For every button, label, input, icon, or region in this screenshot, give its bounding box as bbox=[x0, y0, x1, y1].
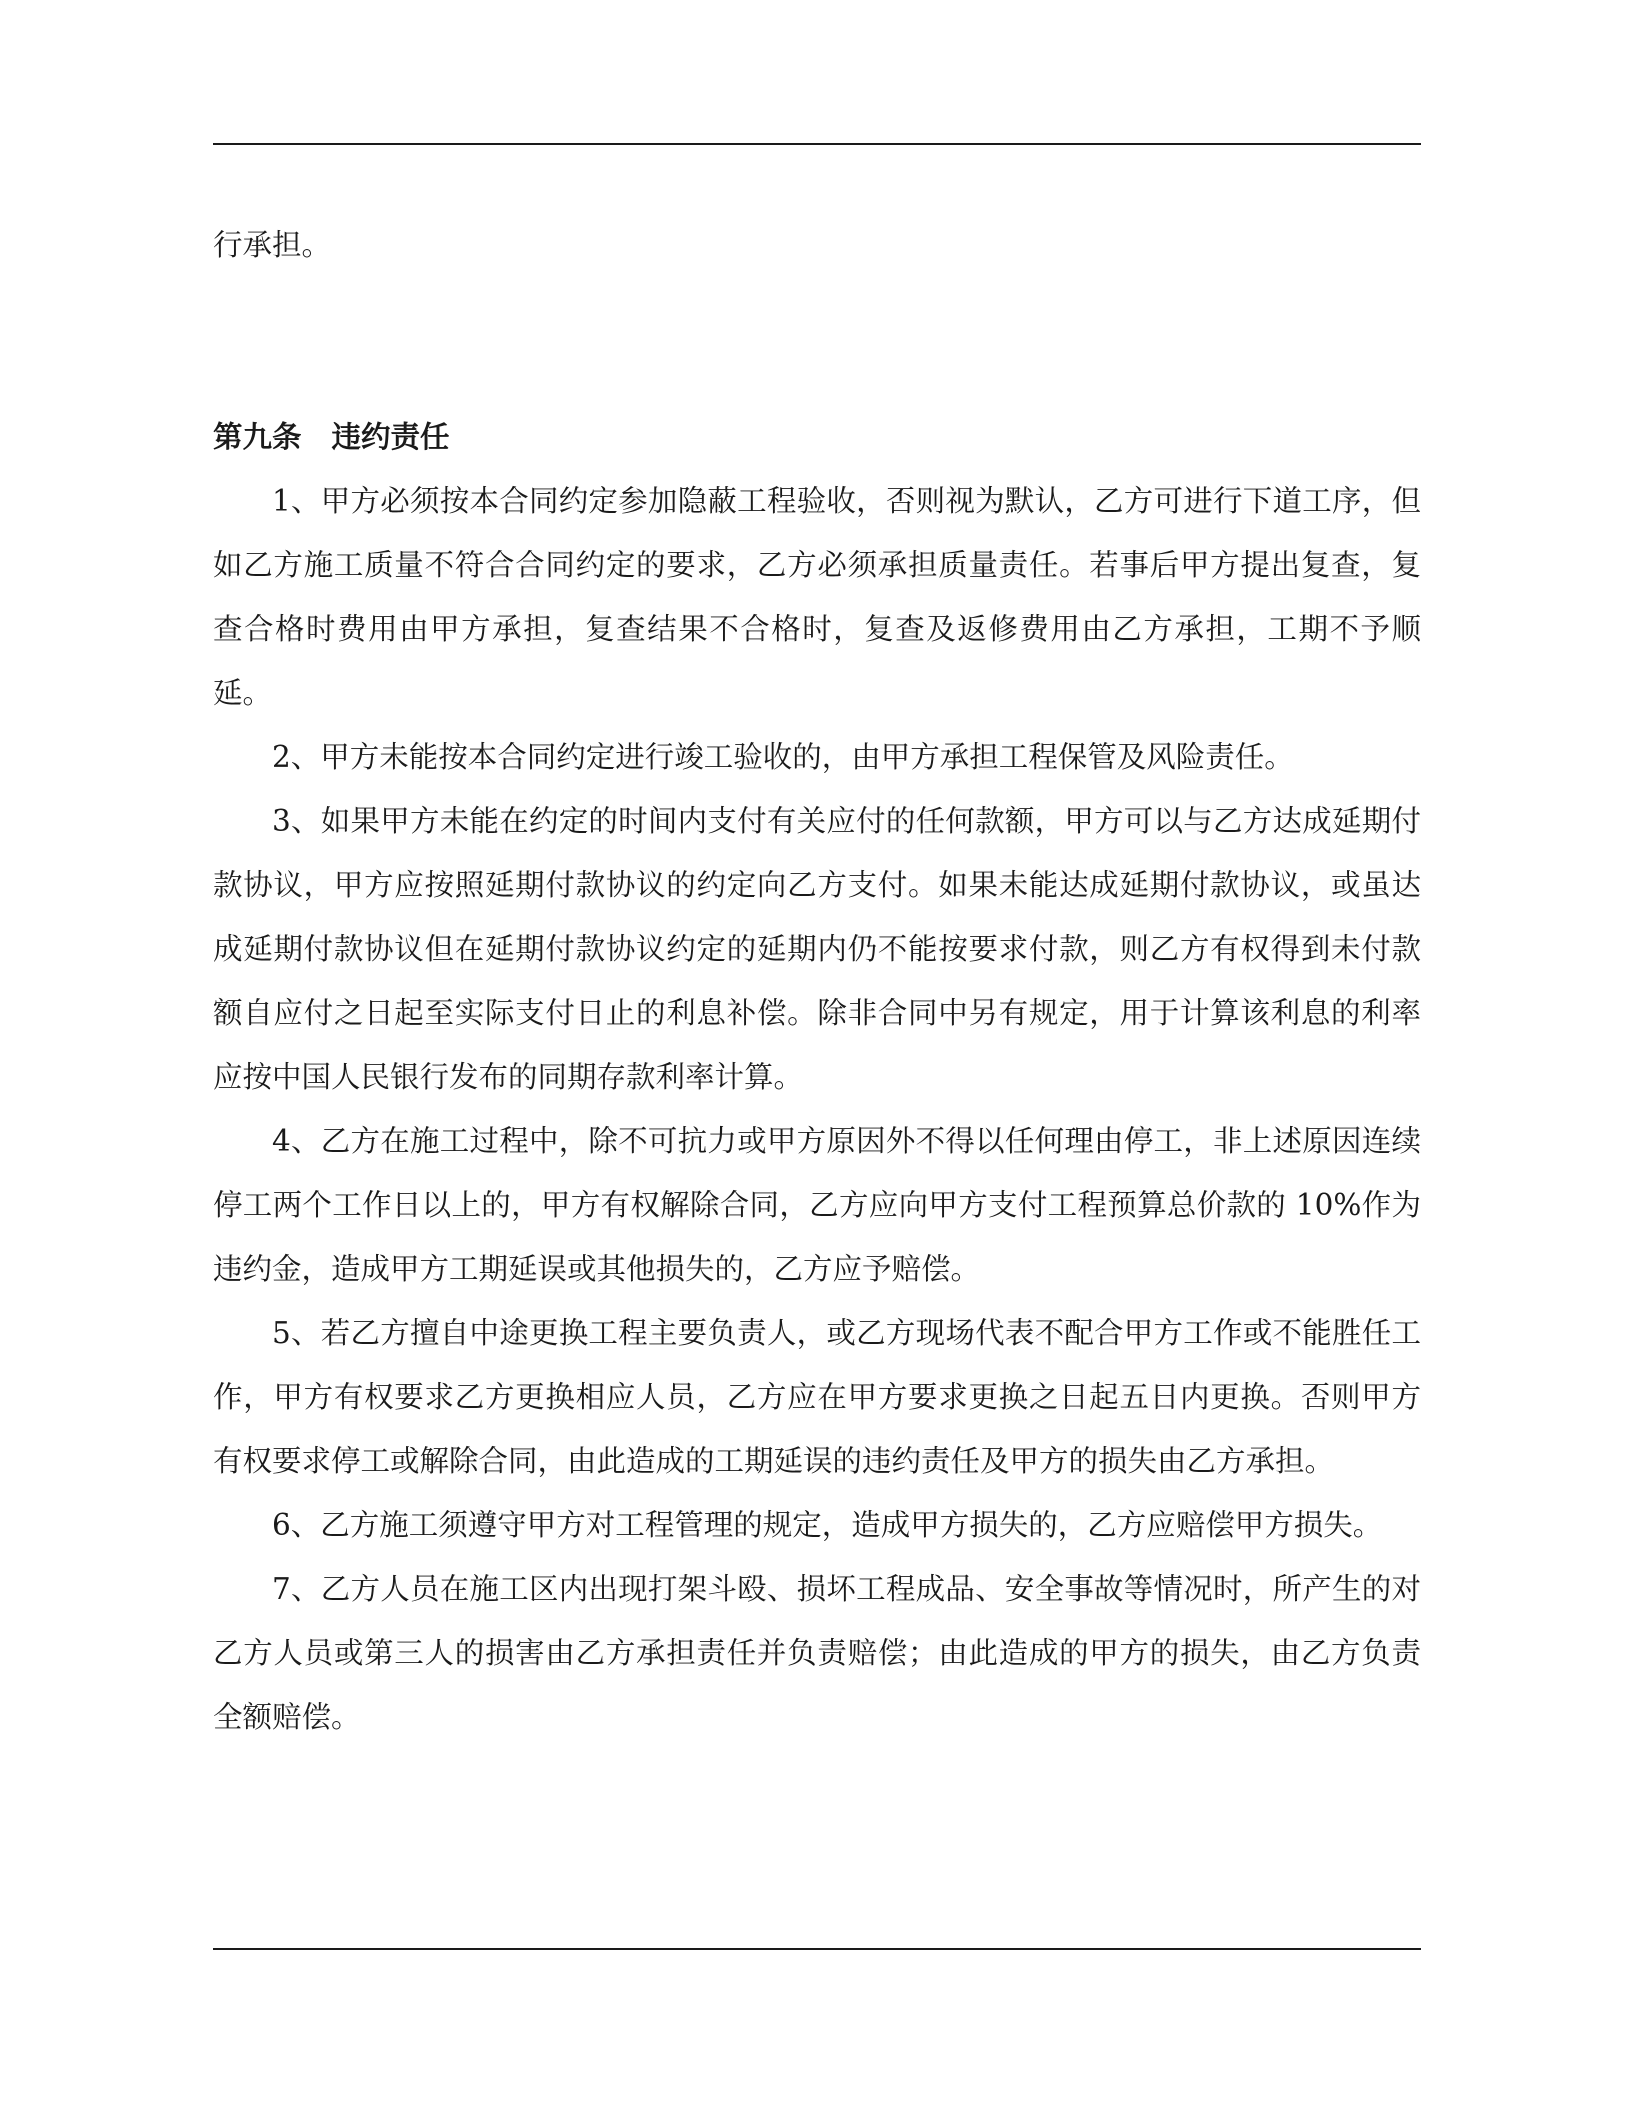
clause-item-7: 7、乙方人员在施工区内出现打架斗殴、损坏工程成品、安全事故等情况时，所产生的对乙方人员或第三人的损害由乙方承担责任并负责赔偿；由此造成的甲方的损失，由乙方负责全额赔偿。 bbox=[213, 1572, 1421, 1734]
continuation-text: 行承担。 bbox=[213, 228, 332, 262]
header-rule bbox=[213, 143, 1421, 145]
section-number: 第九条 bbox=[213, 419, 302, 454]
clause-item-5: 5、若乙方擅自中途更换工程主要负责人，或乙方现场代表不配合甲方工作或不能胜任工作，甲方有权要求乙方更换相应人员，乙方应在甲方要求更换之日起五日内更换。否则甲方有权要求停工或解除合同，由此造成的工期延误的违约责任及甲方的损失由乙方承担。 bbox=[213, 1316, 1421, 1478]
clause-item-4: 4、乙方在施工过程中，除不可抗力或甲方原因外不得以任何理由停工，非上述原因连续停工两个工作日以上的，甲方有权解除合同，乙方应向甲方支付工程预算总价款的 10%作为违约金，造成甲方工期延误或其他损失的，乙方应予赔偿。 bbox=[213, 1124, 1421, 1286]
footer-rule bbox=[213, 1948, 1421, 1950]
clause-item-2: 2、甲方未能按本合同约定进行竣工验收的，由甲方承担工程保管及风险责任。 bbox=[272, 740, 1294, 774]
clause-item-1: 1、甲方必须按本合同约定参加隐蔽工程验收，否则视为默认，乙方可进行下道工序，但如乙方施工质量不符合合同约定的要求，乙方必须承担质量责任。若事后甲方提出复查，复查合格时费用由甲方承担，复查结果不合格时，复查及返修费用由乙方承担，工期不予顺延。 bbox=[213, 484, 1421, 710]
clause-item-6: 6、乙方施工须遵守甲方对工程管理的规定，造成甲方损失的，乙方应赔偿甲方损失。 bbox=[272, 1508, 1383, 1542]
section-title: 违约责任 bbox=[331, 419, 450, 454]
document-body bbox=[213, 213, 1421, 1749]
section-heading bbox=[213, 405, 1421, 469]
clause-item-3: 3、如果甲方未能在约定的时间内支付有关应付的任何款额，甲方可以与乙方达成延期付款协议，甲方应按照延期付款协议的约定向乙方支付。如果未能达成延期付款协议，或虽达成延期付款协议但在延期付款协议约定的延期内仍不能按要求付款，则乙方有权得到未付款额自应付之日起至实际支付日止的利息补偿。除非合同中另有规定，用于计算该利息的利率应按中国人民银行发布的同期存款利率计算。 bbox=[213, 804, 1421, 1094]
